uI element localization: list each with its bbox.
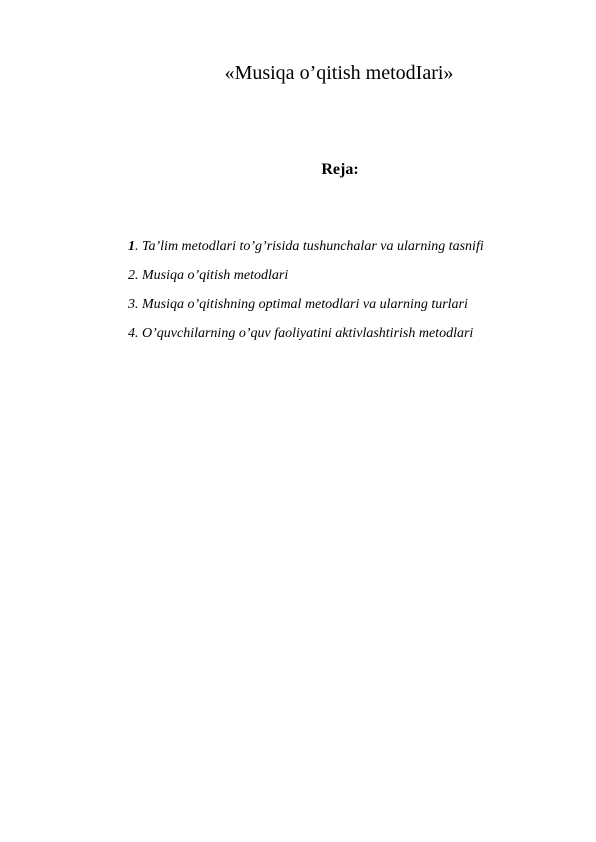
plan-item-number: 4 — [128, 326, 135, 341]
plan-item-text: . Ta’lim metodlari to’g’risida tushunchalar va ularning tasnifi — [135, 239, 484, 254]
plan-item-number: 1 — [128, 239, 135, 254]
plan-item-number: 2 — [128, 268, 135, 283]
plan-item — [128, 295, 484, 324]
plan-item-number: 3 — [128, 297, 135, 312]
plan-item — [128, 324, 484, 353]
document-title: «Musiqa o’qitish metodIari» — [224, 62, 454, 84]
plan-item — [128, 266, 484, 295]
plan-item — [128, 237, 484, 266]
plan-item-text: . O’quvchilarning o’quv faoliyatini aktivlashtirish metodlari — [135, 326, 474, 341]
plan-item-text: . Musiqa o’qitish metodlari — [135, 268, 289, 283]
plan-item-text: . Musiqa o’qitishning optimal metodlari va ularning turlari — [135, 297, 468, 312]
plan-heading: Reja: — [321, 161, 359, 178]
plan-list — [128, 237, 484, 353]
